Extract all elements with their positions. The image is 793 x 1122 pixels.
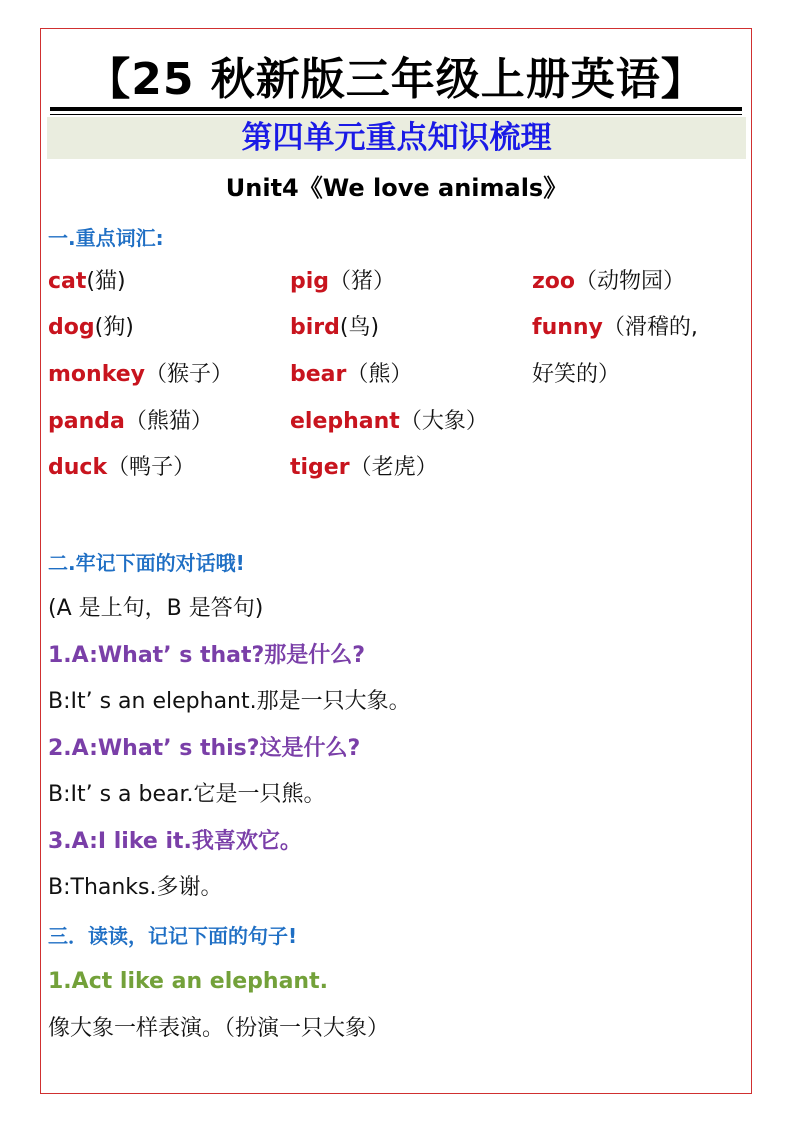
dialogue-answer: B:It’ s an elephant.那是一只大象。 <box>48 689 411 714</box>
vocab-english: duck <box>48 455 108 480</box>
sentence-heading: 三．读读，记记下面的句子! <box>48 924 298 948</box>
unit-title: Unit4《We love animals》 <box>225 174 568 202</box>
vocab-chinese: （猪） <box>329 269 396 294</box>
vocab-english: funny <box>532 315 603 340</box>
dialogue-answer: B:It’ s a bear.它是一只熊。 <box>48 782 326 807</box>
vocab-item <box>290 312 379 344</box>
vocab-chinese: （滑稽的, <box>602 315 698 340</box>
vocab-english: bird <box>290 315 340 340</box>
subtitle: 第四单元重点知识梳理 <box>241 120 552 156</box>
vocab-english: bear <box>290 362 347 387</box>
vocab-english: cat <box>48 269 87 294</box>
title-underline-thick <box>50 107 742 111</box>
vocab-item <box>290 359 412 391</box>
dialogue-heading: 二.牢记下面的对话哦! <box>48 551 245 575</box>
vocab-english: pig <box>290 269 330 294</box>
vocab-english: panda <box>48 409 125 434</box>
vocab-chinese: （猴子） <box>145 362 234 387</box>
vocab-english: dog <box>48 315 95 340</box>
vocab-english: monkey <box>48 362 146 387</box>
sentence-chinese: 像大象一样表演。（扮演一只大象） <box>48 1016 390 1041</box>
vocab-chinese: （动物园） <box>575 269 686 294</box>
main-title: 【25 秋新版三年级上册英语】 <box>86 54 706 105</box>
vocab-chinese: （老虎） <box>349 455 438 480</box>
vocab-english: tiger <box>290 455 350 480</box>
vocab-item <box>48 312 134 344</box>
vocab-chinese: (鸟) <box>339 315 380 340</box>
dialogue-question: 1.A:What’ s that?那是什么? <box>48 643 366 668</box>
sentence-english: 1.Act like an elephant. <box>48 969 328 994</box>
vocab-chinese: (猫) <box>86 269 126 294</box>
vocab-item <box>290 266 395 298</box>
dialogue-question: 2.A:What’ s this?这是什么? <box>48 736 361 761</box>
vocab-item <box>48 359 233 391</box>
vocab-item <box>48 266 126 298</box>
vocab-english: elephant <box>290 409 400 434</box>
vocab-chinese: 好笑的） <box>532 362 621 387</box>
vocab-chinese: （熊猫） <box>124 409 213 434</box>
title-underline-thin <box>50 114 742 115</box>
vocab-english: zoo <box>532 269 576 294</box>
vocab-item <box>48 452 195 484</box>
vocab-item <box>532 312 698 344</box>
vocab-heading: 一.重点词汇: <box>48 226 164 250</box>
vocab-item <box>290 452 438 484</box>
dialogue-note: (A 是上句，B 是答句) <box>48 596 264 621</box>
vocab-chinese: （大象） <box>399 409 488 434</box>
vocab-item <box>532 359 620 391</box>
vocab-chinese: （熊） <box>346 362 413 387</box>
vocab-chinese: (狗) <box>94 315 134 340</box>
dialogue-question: 3.A:I like it.我喜欢它。 <box>48 829 302 854</box>
vocab-item <box>532 266 685 298</box>
dialogue-answer: B:Thanks.多谢。 <box>48 875 223 900</box>
vocab-item <box>48 406 213 438</box>
vocab-item <box>290 406 488 438</box>
vocab-chinese: （鸭子） <box>107 455 196 480</box>
